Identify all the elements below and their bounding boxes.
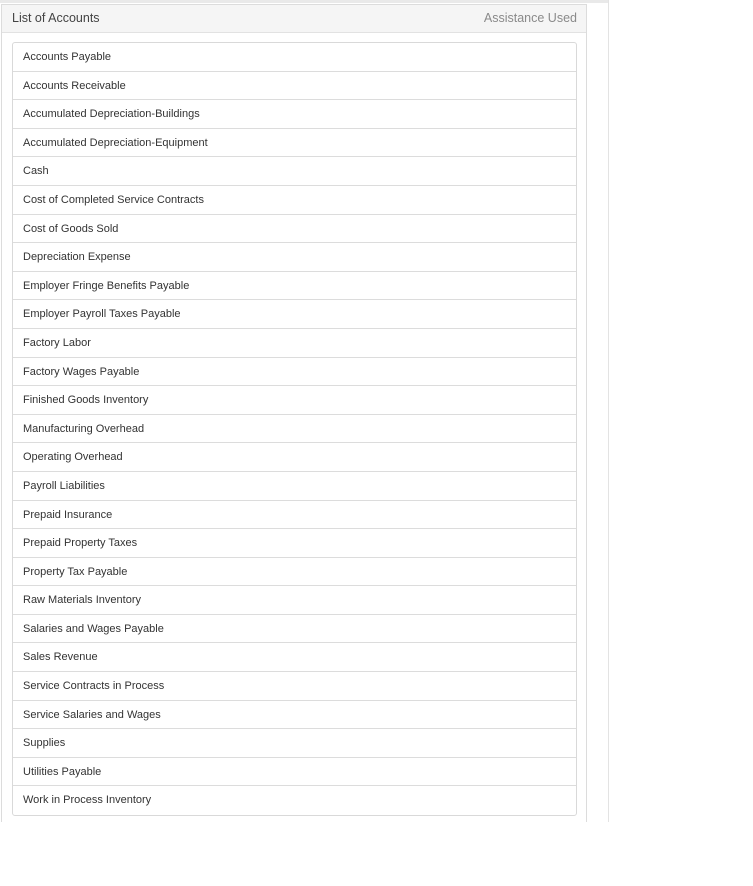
account-item[interactable]: Employer Fringe Benefits Payable (13, 272, 576, 301)
account-item[interactable]: Accumulated Depreciation-Equipment (13, 129, 576, 158)
account-item[interactable]: Factory Labor (13, 329, 576, 358)
account-item[interactable]: Depreciation Expense (13, 243, 576, 272)
account-item[interactable]: Finished Goods Inventory (13, 386, 576, 415)
account-item[interactable]: Prepaid Insurance (13, 501, 576, 530)
panel-header (2, 5, 586, 33)
account-item[interactable]: Prepaid Property Taxes (13, 529, 576, 558)
account-item[interactable]: Service Salaries and Wages (13, 701, 576, 730)
account-item[interactable]: Raw Materials Inventory (13, 586, 576, 615)
account-item[interactable]: Factory Wages Payable (13, 358, 576, 387)
account-item[interactable]: Work in Process Inventory (23, 794, 152, 807)
top-divider (0, 0, 609, 3)
account-item[interactable]: Operating Overhead (13, 443, 576, 472)
account-item[interactable]: Employer Payroll Taxes Payable (13, 300, 576, 329)
account-item[interactable]: Utilities Payable (13, 758, 576, 787)
account-item[interactable]: Accounts Receivable (13, 72, 576, 101)
account-item[interactable]: Manufacturing Overhead (13, 415, 576, 444)
account-item[interactable]: Service Contracts in Process (13, 672, 576, 701)
account-item[interactable]: Cost of Completed Service Contracts (13, 186, 576, 215)
list-of-accounts-panel (1, 4, 587, 822)
panel-title: List of Accounts (12, 11, 100, 25)
account-item[interactable]: Accounts Payable (13, 43, 576, 72)
right-divider (608, 0, 609, 822)
account-item[interactable]: Salaries and Wages Payable (13, 615, 576, 644)
account-item[interactable]: Accumulated Depreciation-Buildings (13, 100, 576, 129)
account-item[interactable]: Payroll Liabilities (13, 472, 576, 501)
account-item[interactable]: Cost of Goods Sold (13, 215, 576, 244)
account-item[interactable]: Property Tax Payable (13, 558, 576, 587)
assistance-used-label: Assistance Used (483, 11, 577, 25)
account-item[interactable]: Sales Revenue (13, 643, 576, 672)
account-item[interactable]: Cash (13, 157, 576, 186)
account-item[interactable]: Supplies (13, 729, 576, 758)
accounts-list (12, 42, 577, 816)
